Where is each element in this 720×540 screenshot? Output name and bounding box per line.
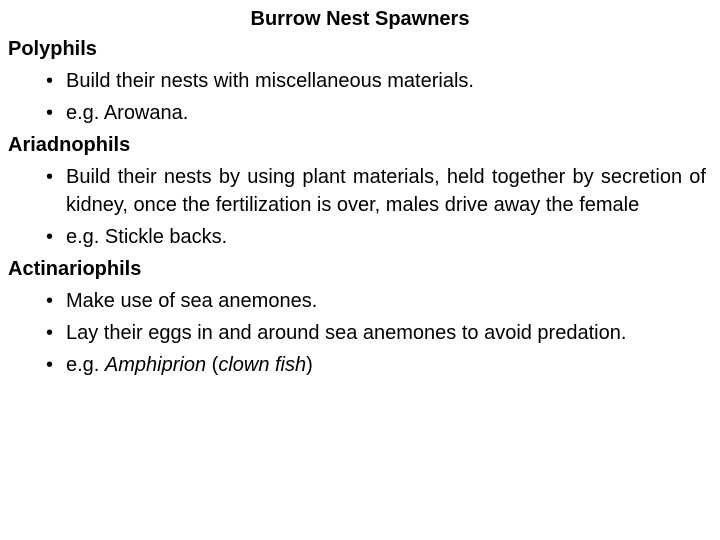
bullet-text: e.g. Stickle backs. [66,226,228,248]
slide-title: Burrow Nest Spawners [250,8,470,30]
bullet-list-polyphils [8,67,706,127]
bullet-dot-icon: • [46,290,54,312]
bullet-text: Lay their eggs in and around sea anemones to avoid predation. [66,322,627,344]
bullet-item [8,67,706,95]
bullet-item-example [8,351,706,379]
bullet-dot-icon: • [46,354,54,376]
bullet-dot-icon: • [46,322,54,344]
bullet-text: Make use of sea anemones. [66,290,318,312]
bullet-list-actinariophils [8,287,706,379]
bullet-item [8,99,706,127]
bullet-dot-icon: • [46,70,54,92]
bullet-dot-icon: • [46,102,54,124]
bullet-dot-icon: • [46,226,54,248]
bullet-list-ariadnophils [8,163,706,251]
example-prefix: e.g. [66,354,105,376]
bullet-item [8,287,706,315]
bullet-item [8,319,706,347]
bullet-text: Build their nests by using plant materials, held together by secretion of kidney, once the fertilization is over, males drive away the female [66,166,706,216]
bullet-text: Build their nests with miscellaneous materials. [66,70,474,92]
example-open-paren: ( [206,354,219,376]
slide-content [8,35,706,383]
bullet-item [8,223,706,251]
bullet-dot-icon: • [46,166,54,188]
section-heading-polyphils: Polyphils [8,38,97,60]
example-genus: Amphiprion [104,354,207,376]
example-close-paren: ) [306,354,313,376]
example-common-name: clown fish [218,354,307,376]
section-heading-ariadnophils: Ariadnophils [8,134,131,156]
section-heading-actinariophils: Actinariophils [8,258,142,280]
bullet-text: e.g. Arowana. [66,102,189,124]
bullet-item [8,163,706,219]
